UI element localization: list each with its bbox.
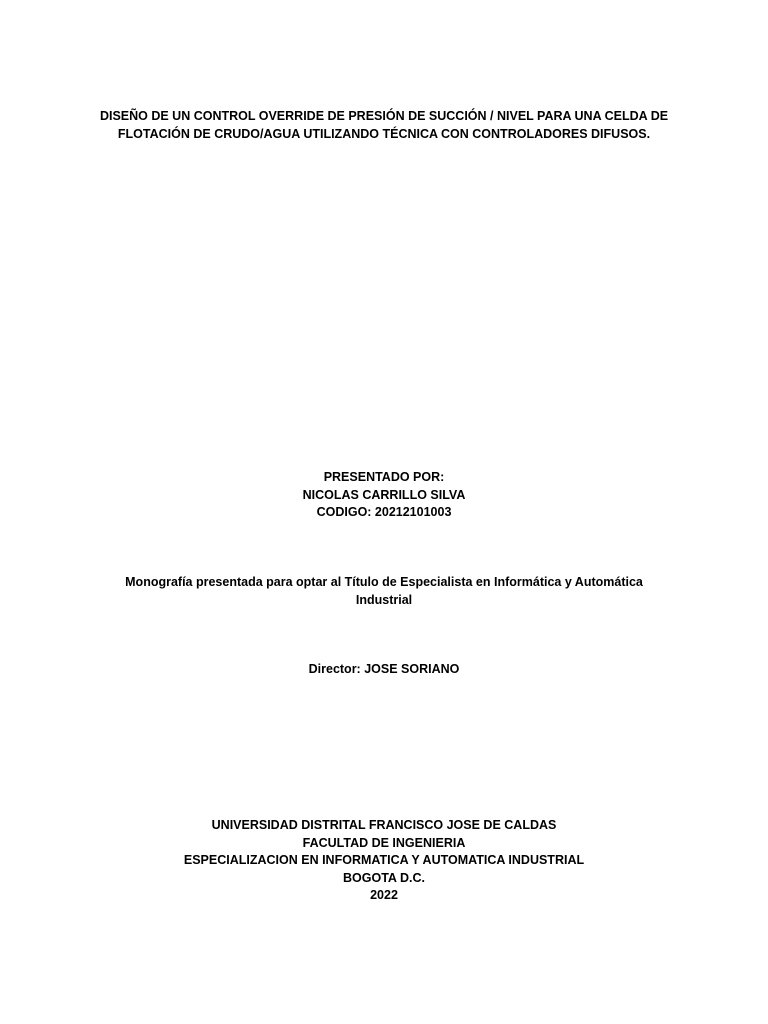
presented-by-section [96,469,672,522]
city-name: BOGOTA D.C. [343,870,425,885]
university-name: UNIVERSIDAD DISTRITAL FRANCISCO JOSE DE CALDAS [211,818,557,832]
document-title [96,108,672,143]
monograph-line-2: Industrial [355,592,413,607]
author-code: CODIGO: 20212101003 [316,505,452,519]
institution-section [96,817,672,905]
monograph-line-1: Monografía presentada para optar al Título de Especialista en Informática y Automática [125,575,643,589]
title-line-1: DISEÑO DE UN CONTROL OVERRIDE DE PRESIÓN DE SUCCIÓN / NIVEL PARA UNA CELDA DE [99,109,669,123]
presented-by-label: PRESENTADO POR: [323,470,445,484]
title-line-2: FLOTACIÓN DE CRUDO/AGUA UTILIZANDO TÉCNICA CON CONTROLADORES DIFUSOS. [117,126,651,141]
faculty-name: FACULTAD DE INGENIERIA [302,835,466,850]
director-name: Director: JOSE SORIANO [308,662,460,676]
director-section [96,661,672,679]
monograph-statement [110,574,658,609]
year-text: 2022 [370,888,398,902]
program-name: ESPECIALIZACION EN INFORMATICA Y AUTOMATICA INDUSTRIAL [183,853,585,867]
author-name: NICOLAS CARRILLO SILVA [302,487,466,502]
